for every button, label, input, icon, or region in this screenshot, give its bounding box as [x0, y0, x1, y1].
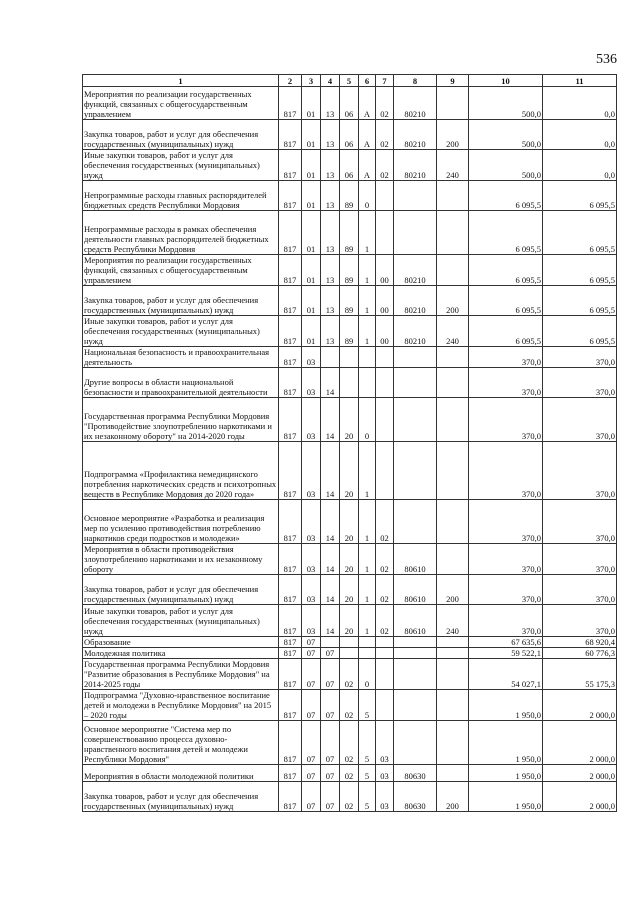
row-description: Иные закупки товаров, работ и услуг для обеспечения государственных (муниципальных) нужд: [83, 605, 279, 637]
code-cell: [437, 690, 469, 721]
code-cell: 02: [340, 782, 359, 812]
code-cell: 817: [279, 347, 302, 368]
code-cell: 06: [340, 120, 359, 150]
code-cell: 13: [321, 255, 340, 286]
table-row: [83, 637, 617, 648]
row-description: Иные закупки товаров, работ и услуг для обеспечения государственных (муниципальных) нужд: [83, 150, 279, 181]
table-row: [83, 544, 617, 575]
amount-col-11: 2 000,0: [543, 690, 617, 721]
code-cell: [437, 211, 469, 255]
row-description: Государственная программа Республики Мордовия "Противодействие злоупотреблению наркотиками и их незаконному обороту" на 2014-2020 годы: [83, 398, 279, 442]
code-cell: [437, 398, 469, 442]
table-row: [83, 87, 617, 120]
code-cell: 02: [376, 120, 394, 150]
code-cell: [437, 544, 469, 575]
code-cell: 14: [321, 605, 340, 637]
code-cell: 13: [321, 211, 340, 255]
amount-col-11: 0,0: [543, 120, 617, 150]
row-description: Основное мероприятие "Система мер по совершенствованию процесса духовно-нравственного воспитания детей и молодежи Республики Мордовия": [83, 721, 279, 765]
table-row: [83, 211, 617, 255]
amount-col-11: 2 000,0: [543, 721, 617, 765]
code-cell: 02: [376, 544, 394, 575]
table-row: [83, 765, 617, 782]
code-cell: 89: [340, 286, 359, 316]
code-cell: [394, 648, 437, 659]
amount-col-10: 370,0: [469, 544, 543, 575]
code-cell: [437, 368, 469, 398]
code-cell: 817: [279, 286, 302, 316]
code-cell: А: [359, 87, 376, 120]
code-cell: 1: [359, 255, 376, 286]
column-header: 3: [302, 75, 321, 87]
code-cell: [437, 87, 469, 120]
code-cell: 01: [302, 120, 321, 150]
code-cell: [437, 347, 469, 368]
table-row: [83, 659, 617, 690]
amount-col-11: 2 000,0: [543, 765, 617, 782]
code-cell: 817: [279, 721, 302, 765]
amount-col-11: 0,0: [543, 87, 617, 120]
code-cell: 80210: [394, 120, 437, 150]
row-description: Непрограммные расходы главных распорядителей бюджетных средств Республики Мордовия: [83, 181, 279, 211]
code-cell: 03: [302, 442, 321, 500]
amount-col-10: 6 095,5: [469, 181, 543, 211]
code-cell: 20: [340, 605, 359, 637]
code-cell: [376, 347, 394, 368]
code-cell: 20: [340, 544, 359, 575]
row-description: Национальная безопасность и правоохранительная деятельность: [83, 347, 279, 368]
page-number: 536: [596, 52, 617, 67]
code-cell: 89: [340, 181, 359, 211]
code-cell: [321, 637, 340, 648]
amount-col-10: 370,0: [469, 398, 543, 442]
code-cell: [394, 347, 437, 368]
row-description: Мероприятия по реализации государственных функций, связанных с общегосударственным управлением: [83, 255, 279, 286]
code-cell: 817: [279, 120, 302, 150]
code-cell: [376, 211, 394, 255]
code-cell: 06: [340, 150, 359, 181]
code-cell: 14: [321, 368, 340, 398]
code-cell: 01: [302, 150, 321, 181]
column-header: 5: [340, 75, 359, 87]
code-cell: 817: [279, 500, 302, 544]
code-cell: 02: [376, 605, 394, 637]
amount-col-11: 0,0: [543, 150, 617, 181]
code-cell: 03: [302, 605, 321, 637]
code-cell: 01: [302, 286, 321, 316]
code-cell: 01: [302, 255, 321, 286]
code-cell: [394, 398, 437, 442]
code-cell: 13: [321, 181, 340, 211]
code-cell: 20: [340, 575, 359, 605]
code-cell: 200: [437, 286, 469, 316]
code-cell: 1: [359, 316, 376, 347]
code-cell: 1: [359, 575, 376, 605]
code-cell: 07: [302, 721, 321, 765]
code-cell: [394, 181, 437, 211]
code-cell: [376, 442, 394, 500]
code-cell: А: [359, 150, 376, 181]
code-cell: 03: [302, 398, 321, 442]
row-description: Молодежная политика: [83, 648, 279, 659]
amount-col-10: 370,0: [469, 347, 543, 368]
row-description: Мероприятия в области молодежной политики: [83, 765, 279, 782]
code-cell: 07: [302, 690, 321, 721]
row-description: Мероприятия в области противодействия злоупотреблению наркотиками и их незаконному обороту: [83, 544, 279, 575]
code-cell: 07: [302, 637, 321, 648]
code-cell: 1: [359, 544, 376, 575]
code-cell: 13: [321, 87, 340, 120]
table-row: [83, 690, 617, 721]
code-cell: 20: [340, 500, 359, 544]
code-cell: 817: [279, 255, 302, 286]
code-cell: [437, 500, 469, 544]
code-cell: 817: [279, 659, 302, 690]
code-cell: 07: [302, 765, 321, 782]
code-cell: 02: [340, 765, 359, 782]
amount-col-10: 1 950,0: [469, 721, 543, 765]
code-cell: 200: [437, 575, 469, 605]
amount-col-10: 500,0: [469, 87, 543, 120]
table-row: [83, 286, 617, 316]
table-row: [83, 605, 617, 637]
amount-col-11: 370,0: [543, 500, 617, 544]
code-cell: 817: [279, 211, 302, 255]
code-cell: 14: [321, 544, 340, 575]
table-row: [83, 368, 617, 398]
code-cell: 817: [279, 605, 302, 637]
code-cell: 89: [340, 316, 359, 347]
code-cell: [359, 368, 376, 398]
code-cell: 817: [279, 87, 302, 120]
code-cell: [376, 648, 394, 659]
column-header: 10: [469, 75, 543, 87]
code-cell: [359, 648, 376, 659]
code-cell: 02: [376, 87, 394, 120]
code-cell: [437, 255, 469, 286]
code-cell: 03: [302, 575, 321, 605]
row-description: Иные закупки товаров, работ и услуг для обеспечения государственных (муниципальных) нужд: [83, 316, 279, 347]
code-cell: 817: [279, 782, 302, 812]
code-cell: 80630: [394, 782, 437, 812]
code-cell: 89: [340, 255, 359, 286]
code-cell: [340, 347, 359, 368]
amount-col-10: 500,0: [469, 150, 543, 181]
code-cell: 13: [321, 286, 340, 316]
column-header: 7: [376, 75, 394, 87]
code-cell: 1: [359, 605, 376, 637]
code-cell: 80610: [394, 575, 437, 605]
table-body: [83, 87, 617, 812]
amount-col-11: 6 095,5: [543, 181, 617, 211]
code-cell: 0: [359, 659, 376, 690]
amount-col-10: 370,0: [469, 368, 543, 398]
row-description: Подпрограмма «Профилактика немедицинского потребления наркотических средств и психотропных веществ в Республике Мордовия до 2020 года»: [83, 442, 279, 500]
code-cell: 80210: [394, 286, 437, 316]
code-cell: 817: [279, 398, 302, 442]
code-cell: [437, 721, 469, 765]
code-cell: 240: [437, 150, 469, 181]
code-cell: 07: [302, 782, 321, 812]
code-cell: 14: [321, 500, 340, 544]
code-cell: 0: [359, 181, 376, 211]
code-cell: 03: [302, 368, 321, 398]
code-cell: 5: [359, 782, 376, 812]
code-cell: [376, 181, 394, 211]
code-cell: [394, 442, 437, 500]
table-row: [83, 721, 617, 765]
code-cell: 03: [376, 782, 394, 812]
code-cell: 240: [437, 605, 469, 637]
code-cell: 240: [437, 316, 469, 347]
amount-col-11: 370,0: [543, 398, 617, 442]
table-row: [83, 782, 617, 812]
code-cell: 06: [340, 87, 359, 120]
amount-col-11: 55 175,3: [543, 659, 617, 690]
amount-col-11: 2 000,0: [543, 782, 617, 812]
code-cell: 80630: [394, 765, 437, 782]
code-cell: 03: [376, 721, 394, 765]
code-cell: 817: [279, 181, 302, 211]
code-cell: [394, 659, 437, 690]
code-cell: 07: [321, 765, 340, 782]
code-cell: [394, 721, 437, 765]
column-header: 8: [394, 75, 437, 87]
code-cell: 02: [340, 659, 359, 690]
amount-col-11: 68 920,4: [543, 637, 617, 648]
code-cell: 5: [359, 721, 376, 765]
amount-col-11: 370,0: [543, 442, 617, 500]
code-cell: 817: [279, 316, 302, 347]
code-cell: 80610: [394, 605, 437, 637]
row-description: Основное мероприятие «Разработка и реализация мер по усилению противодействия потреблению наркотиков среди подростков и молодежи»: [83, 500, 279, 544]
code-cell: 5: [359, 690, 376, 721]
amount-col-11: 6 095,5: [543, 255, 617, 286]
code-cell: А: [359, 120, 376, 150]
amount-col-10: 59 522,1: [469, 648, 543, 659]
code-cell: 00: [376, 255, 394, 286]
code-cell: 02: [376, 150, 394, 181]
code-cell: [340, 368, 359, 398]
code-cell: [437, 637, 469, 648]
table-row: [83, 398, 617, 442]
code-cell: 13: [321, 316, 340, 347]
code-cell: 817: [279, 442, 302, 500]
row-description: Мероприятия по реализации государственных функций, связанных с общегосударственным управлением: [83, 87, 279, 120]
amount-col-10: 6 095,5: [469, 316, 543, 347]
row-description: Государственная программа Республики Мордовия "Развитие образования в Республике Мордовия" на 2014-2025 годы: [83, 659, 279, 690]
code-cell: 14: [321, 398, 340, 442]
table-row: [83, 500, 617, 544]
amount-col-11: 60 776,3: [543, 648, 617, 659]
row-description: Подпрограмма "Духовно-нравственное воспитание детей и молодежи в Республике Мордовия" на 2015 – 2020 годы: [83, 690, 279, 721]
amount-col-11: 370,0: [543, 347, 617, 368]
table-row: [83, 255, 617, 286]
code-cell: 14: [321, 442, 340, 500]
amount-col-10: 1 950,0: [469, 782, 543, 812]
amount-col-10: 1 950,0: [469, 690, 543, 721]
amount-col-11: 6 095,5: [543, 316, 617, 347]
code-cell: [437, 442, 469, 500]
code-cell: 03: [302, 347, 321, 368]
column-header: 11: [543, 75, 617, 87]
code-cell: 01: [302, 211, 321, 255]
code-cell: 07: [302, 659, 321, 690]
amount-col-11: 370,0: [543, 575, 617, 605]
table-row: [83, 575, 617, 605]
code-cell: [340, 637, 359, 648]
amount-col-11: 370,0: [543, 605, 617, 637]
amount-col-10: 6 095,5: [469, 211, 543, 255]
code-cell: 02: [340, 721, 359, 765]
code-cell: [394, 500, 437, 544]
column-header: 4: [321, 75, 340, 87]
code-cell: 89: [340, 211, 359, 255]
code-cell: 5: [359, 765, 376, 782]
row-description: Закупка товаров, работ и услуг для обеспечения государственных (муниципальных) нужд: [83, 575, 279, 605]
code-cell: 07: [321, 659, 340, 690]
budget-table: [82, 74, 617, 812]
table-row: [83, 442, 617, 500]
code-cell: 14: [321, 575, 340, 605]
code-cell: 03: [302, 544, 321, 575]
amount-col-11: 370,0: [543, 368, 617, 398]
code-cell: 02: [376, 500, 394, 544]
code-cell: 02: [376, 575, 394, 605]
code-cell: 03: [376, 765, 394, 782]
table-row: [83, 120, 617, 150]
column-header: 1: [83, 75, 279, 87]
code-cell: [394, 690, 437, 721]
amount-col-10: 54 027,1: [469, 659, 543, 690]
table-row: [83, 150, 617, 181]
column-header: 6: [359, 75, 376, 87]
code-cell: 07: [321, 782, 340, 812]
code-cell: [376, 690, 394, 721]
code-cell: 01: [302, 316, 321, 347]
code-cell: 1: [359, 211, 376, 255]
code-cell: 80610: [394, 544, 437, 575]
code-cell: [321, 347, 340, 368]
amount-col-10: 6 095,5: [469, 286, 543, 316]
amount-col-10: 67 635,6: [469, 637, 543, 648]
code-cell: 07: [302, 648, 321, 659]
amount-col-10: 370,0: [469, 605, 543, 637]
code-cell: [437, 648, 469, 659]
code-cell: 817: [279, 648, 302, 659]
code-cell: 00: [376, 286, 394, 316]
code-cell: [437, 765, 469, 782]
code-cell: 07: [321, 690, 340, 721]
amount-col-11: 6 095,5: [543, 286, 617, 316]
code-cell: 817: [279, 575, 302, 605]
code-cell: 1: [359, 442, 376, 500]
code-cell: 817: [279, 765, 302, 782]
amount-col-10: 500,0: [469, 120, 543, 150]
code-cell: 80210: [394, 87, 437, 120]
code-cell: [340, 648, 359, 659]
column-number-row: [83, 75, 617, 87]
code-cell: 200: [437, 120, 469, 150]
code-cell: [376, 637, 394, 648]
code-cell: 03: [302, 500, 321, 544]
code-cell: 01: [302, 87, 321, 120]
code-cell: [359, 347, 376, 368]
table-row: [83, 181, 617, 211]
code-cell: 1: [359, 500, 376, 544]
code-cell: [394, 211, 437, 255]
code-cell: 817: [279, 150, 302, 181]
code-cell: 07: [321, 721, 340, 765]
code-cell: 817: [279, 544, 302, 575]
amount-col-11: 6 095,5: [543, 211, 617, 255]
code-cell: 1: [359, 286, 376, 316]
code-cell: 13: [321, 150, 340, 181]
code-cell: 80210: [394, 150, 437, 181]
table-row: [83, 316, 617, 347]
row-description: Закупка товаров, работ и услуг для обеспечения государственных (муниципальных) нужд: [83, 120, 279, 150]
code-cell: 20: [340, 398, 359, 442]
row-description: Закупка товаров, работ и услуг для обеспечения государственных (муниципальных) нужд: [83, 286, 279, 316]
code-cell: 07: [321, 648, 340, 659]
code-cell: 80210: [394, 255, 437, 286]
row-description: Другие вопросы в области национальной безопасности и правоохранительной деятельности: [83, 368, 279, 398]
code-cell: 0: [359, 398, 376, 442]
table-row: [83, 648, 617, 659]
amount-col-10: 1 950,0: [469, 765, 543, 782]
code-cell: [376, 398, 394, 442]
code-cell: 200: [437, 782, 469, 812]
code-cell: [376, 659, 394, 690]
table-row: [83, 347, 617, 368]
amount-col-10: 370,0: [469, 575, 543, 605]
row-description: Непрограммные расходы в рамках обеспечения деятельности главных распорядителей бюджетных средств Республики Мордовия: [83, 211, 279, 255]
code-cell: 817: [279, 637, 302, 648]
code-cell: [376, 368, 394, 398]
code-cell: 20: [340, 442, 359, 500]
code-cell: 13: [321, 120, 340, 150]
code-cell: 817: [279, 368, 302, 398]
code-cell: [394, 368, 437, 398]
amount-col-10: 370,0: [469, 442, 543, 500]
code-cell: [394, 637, 437, 648]
code-cell: 02: [340, 690, 359, 721]
row-description: Закупка товаров, работ и услуг для обеспечения государственных (муниципальных) нужд: [83, 782, 279, 812]
amount-col-10: 370,0: [469, 500, 543, 544]
column-header: 2: [279, 75, 302, 87]
code-cell: [437, 659, 469, 690]
code-cell: [359, 637, 376, 648]
code-cell: 817: [279, 690, 302, 721]
amount-col-10: 6 095,5: [469, 255, 543, 286]
code-cell: 00: [376, 316, 394, 347]
row-description: Образование: [83, 637, 279, 648]
code-cell: [437, 181, 469, 211]
column-header: 9: [437, 75, 469, 87]
code-cell: 80210: [394, 316, 437, 347]
amount-col-11: 370,0: [543, 544, 617, 575]
code-cell: 01: [302, 181, 321, 211]
